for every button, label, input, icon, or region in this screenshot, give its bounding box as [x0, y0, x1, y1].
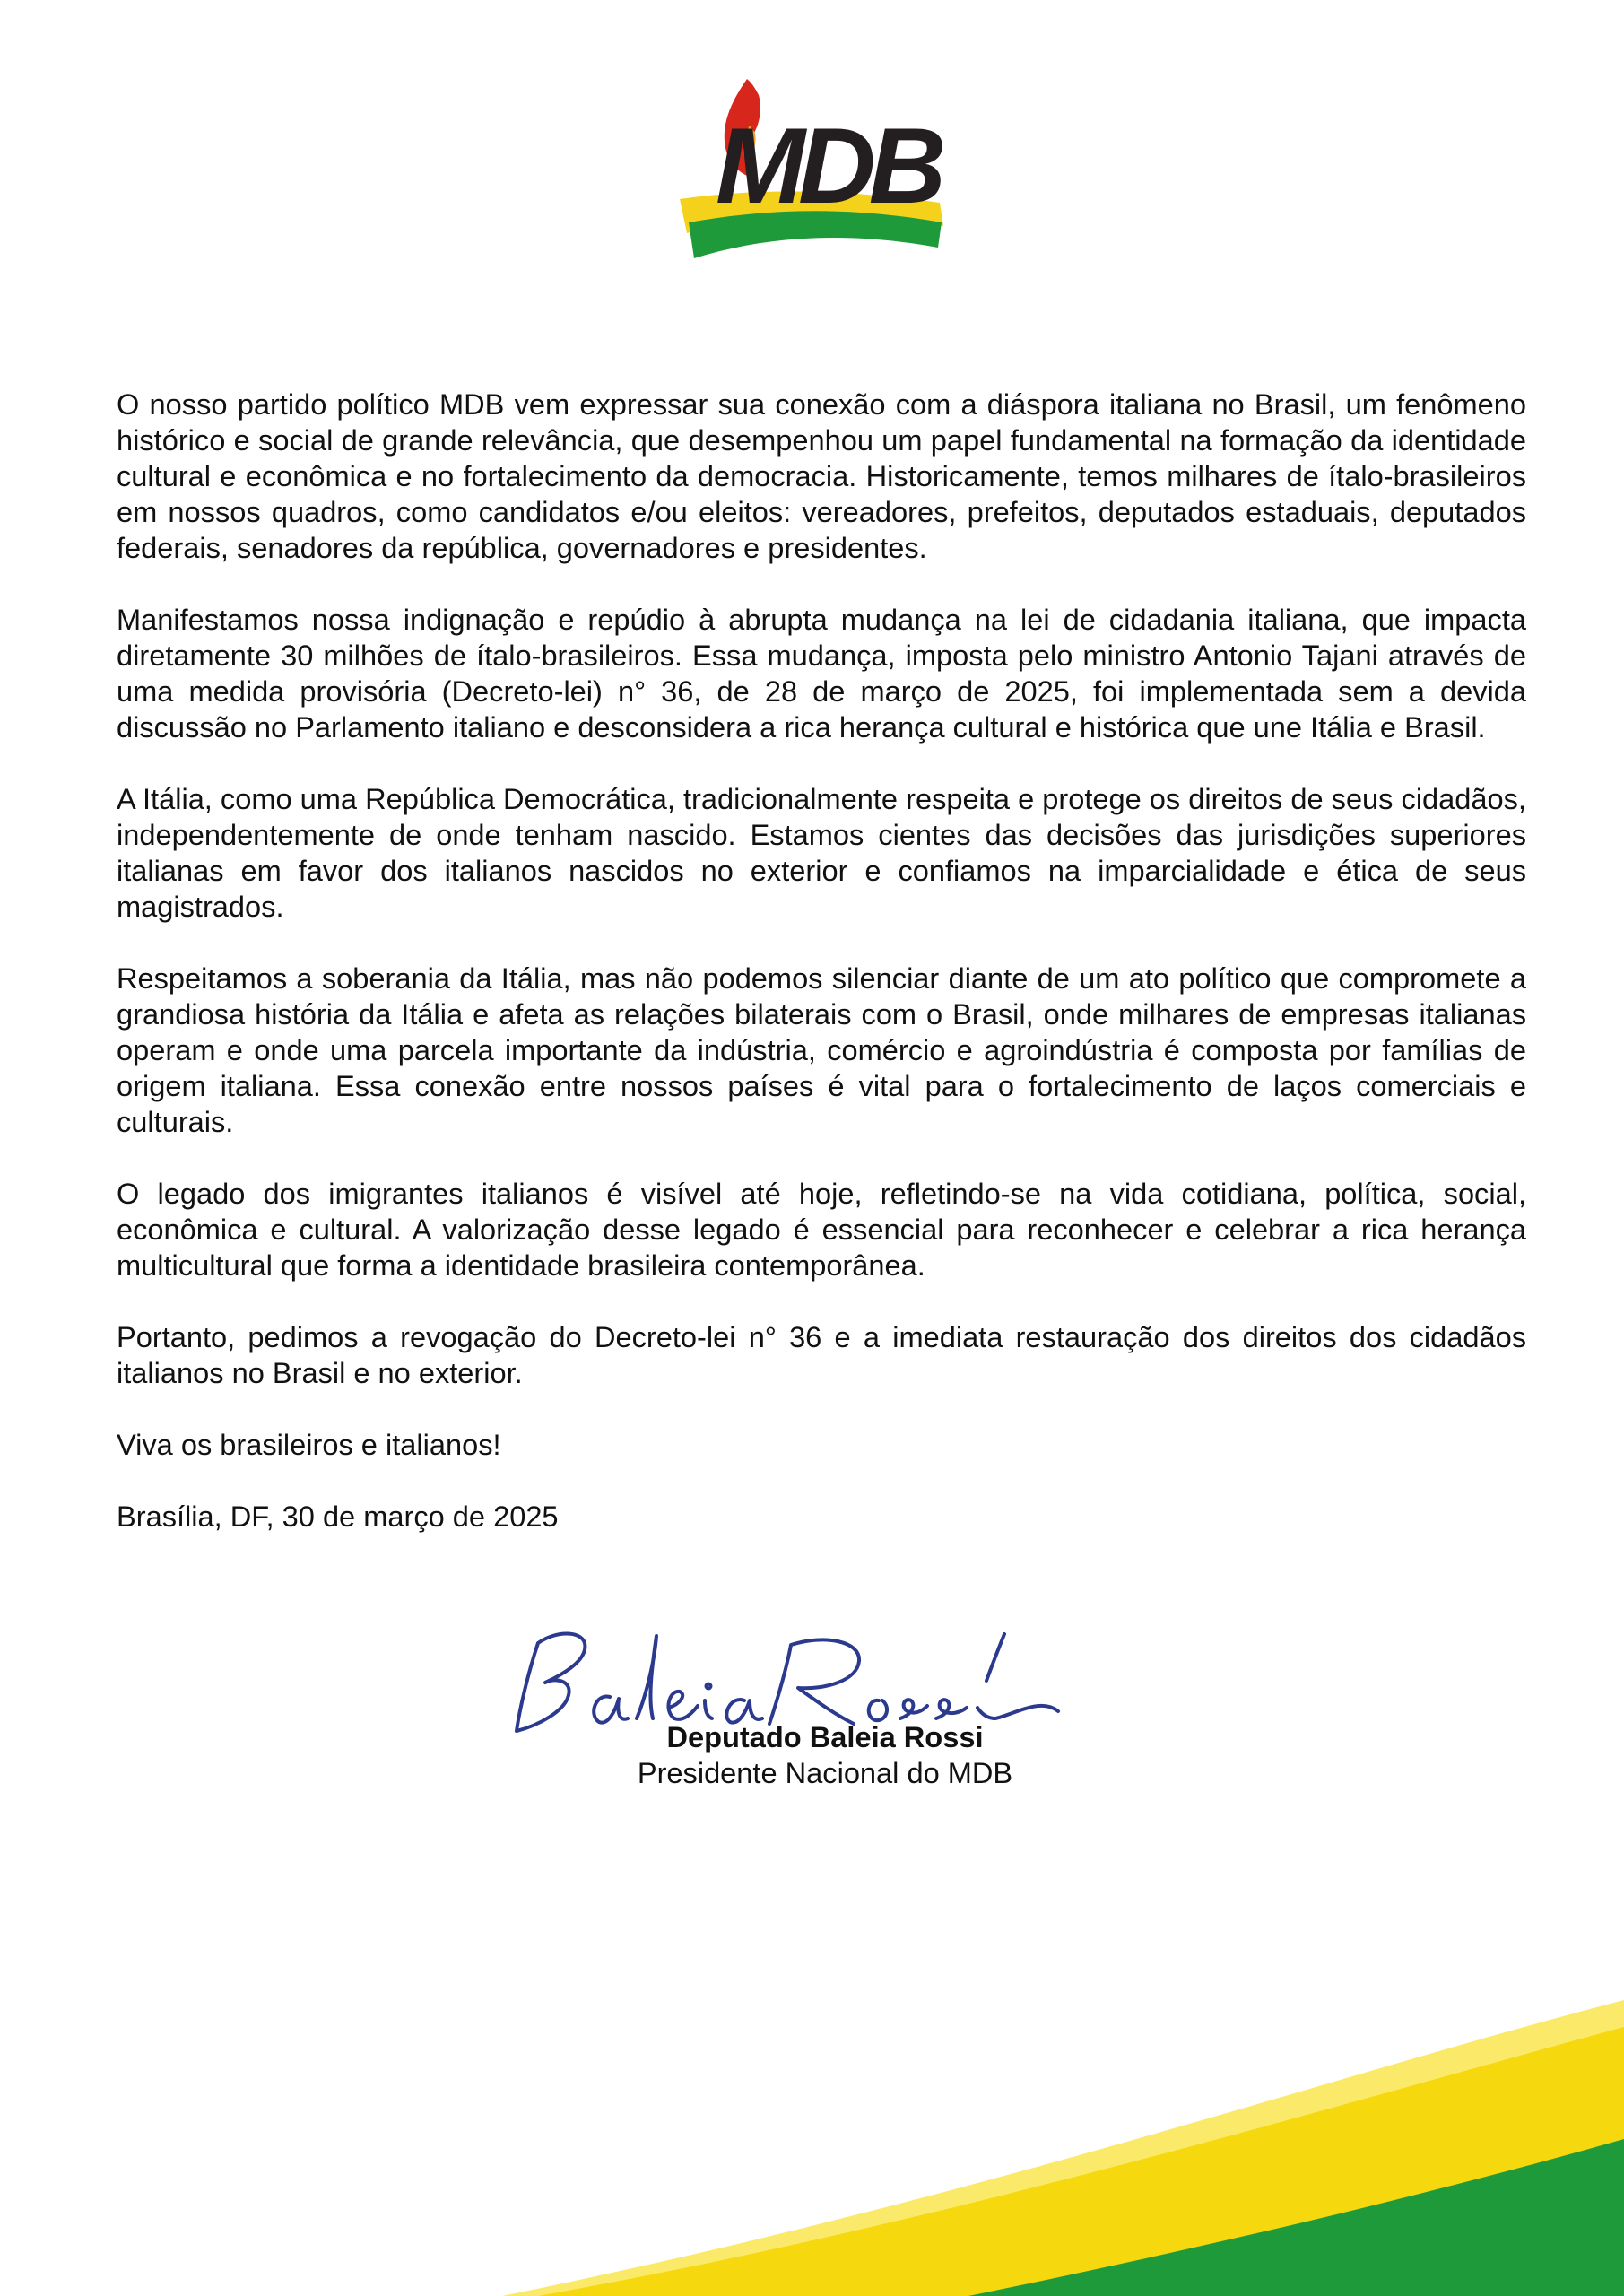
place-date: Brasília, DF, 30 de março de 2025: [117, 1500, 559, 1533]
paragraph-1: O nosso partido político MDB vem expressar sua conexão com a diáspora italiana no Brasil, um fenômeno histórico e social de grande relevância, que desempenhou um papel fundamental na formação da identidade cultural e econômica e no fortalecimento da democracia. Historicamente, temos milhares de ítalo-brasileiros em nossos quadros, como candidatos e/ou eleitos: vereadores, prefeitos, deputados estaduais, deputados federais, senadores da república, governadores e presidentes.: [117, 387, 1526, 564]
paragraph-5: O legado dos imigrantes italianos é visível até hoje, refletindo-se na vida cotidiana, política, social, econômica e cultural. A valorização desse legado é essencial para reconhecer e celebrar a rica herança multicultural que forma a identidade brasileira contemporânea.: [117, 1177, 1526, 1282]
signer-title: Presidente Nacional do MDB: [637, 1756, 1013, 1789]
paragraph-2: Manifestamos nossa indignação e repúdio à abrupta mudança na lei de cidadania italiana, que impacta diretamente 30 milhões de ítalo-brasileiros. Essa mudança, imposta pelo ministro Antonio Tajani através de uma medida provisória (Decreto-lei) n° 36, de 28 de março de 2025, foi implementada sem a devida discussão no Parlamento italiano e desconsidera a rica herança cultural e histórica que une Itália e Brasil.: [117, 603, 1526, 744]
mdb-logo: [671, 72, 956, 269]
signer-name: Deputado Baleia Rossi: [666, 1720, 984, 1753]
paragraph-4: Respeitamos a soberania da Itália, mas não podemos silenciar diante de um ato político que compromete a grandiosa história da Itália e afeta as relações bilaterais com o Brasil, onde milhares de empresas italianas operam e onde uma parcela importante da indústria, comércio e agroindústria é composta por famílias de origem italiana. Essa conexão entre nossos países é vital para o fortalecimento de laços comerciais e culturais.: [117, 961, 1526, 1138]
paragraph-6: Portanto, pedimos a revogação do Decreto-lei n° 36 e a imediata restauração dos direitos dos cidadãos italianos no Brasil e no exterior.: [117, 1320, 1526, 1389]
closing-line: Viva os brasileiros e italianos!: [117, 1428, 501, 1461]
logo-text: MDB: [716, 106, 940, 226]
footer-band: [0, 1973, 1624, 2296]
letter-body: [117, 387, 1526, 1570]
paragraph-3: A Itália, como uma República Democrática, tradicionalmente respeita e protege os direitos de seus cidadãos, independentemente de onde tenham nascido. Estamos cientes das decisões das jurisdições superiores italianas em favor dos italianos nascidos no exterior e confiamos na imparcialidade e ética de seus magistrados.: [117, 782, 1526, 923]
signer-block: [502, 1719, 1148, 1791]
